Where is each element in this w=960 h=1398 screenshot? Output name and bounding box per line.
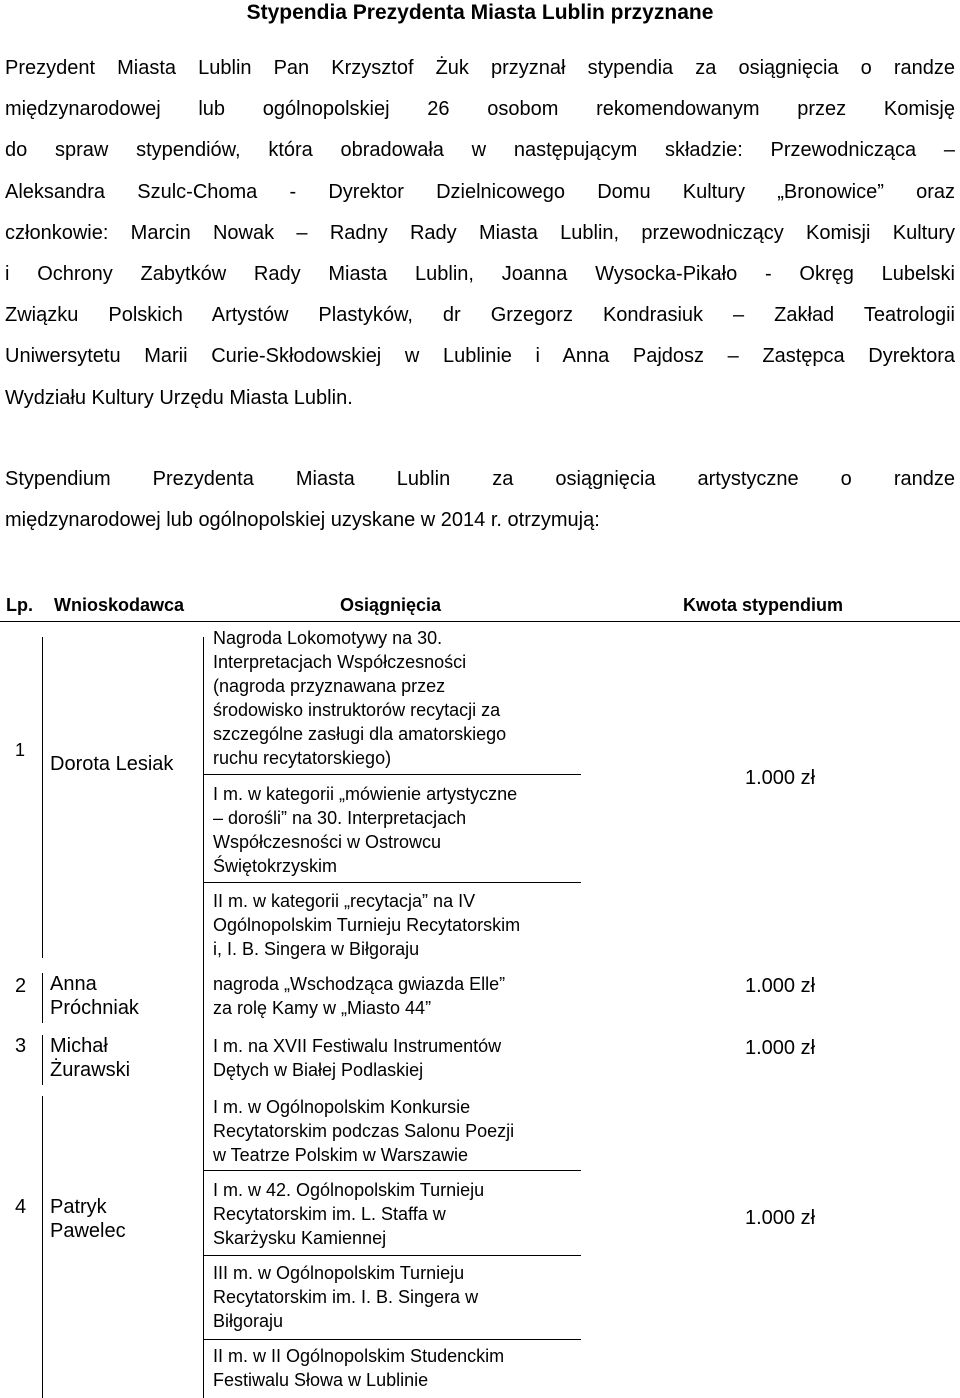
achievement-line: I m. na XVII Festiwalu Instrumentów — [213, 1036, 502, 1056]
table-border — [203, 1339, 581, 1340]
achievement-line: ruchu recytatorskiego) — [213, 748, 392, 768]
achievement-line: I m. w Ogólnopolskim Konkursie — [213, 1097, 471, 1117]
applicant-name-line: Michał — [50, 1035, 108, 1057]
intro-line: Uniwersytetu Marii Curie-Skłodowskiej w Lublinie i Anna Pajdosz – Zastępca Dyrektora — [5, 345, 955, 368]
intro-line: międzynarodowej lub ogólnopolskiej 26 osobom rekomendowanym przez Komisję — [5, 98, 955, 121]
achievement-line: środowisko instruktorów recytacji za — [213, 700, 501, 720]
achievement-line: w Teatrze Polskim w Warszawie — [213, 1145, 469, 1165]
achievement-line: Festiwalu Słowa w Lublinie — [213, 1370, 429, 1390]
applicant-name — [50, 1034, 200, 1082]
applicant-name: Dorota Lesiak — [50, 753, 174, 775]
achievement-line: Skarżysku Kamiennej — [213, 1228, 387, 1248]
applicant-name-line: Anna — [50, 973, 97, 995]
table-border — [42, 973, 43, 1023]
achievement-line: Nagroda Lokomotywy na 30. — [213, 628, 443, 648]
achievement-line: II m. w kategorii „recytacja” na IV — [213, 891, 476, 911]
header-applicant: Wnioskodawca — [54, 595, 185, 615]
achievement-line: (nagroda przyznawana przez — [213, 676, 446, 696]
achievement — [213, 889, 583, 961]
award-line: Stypendium Prezydenta Miasta Lublin za osiągnięcia artystyczne o randze — [5, 468, 955, 490]
intro-line: członkowie: Marcin Nowak – Radny Rady Miasta Lublin, przewodniczący Komisji Kultury — [5, 221, 955, 244]
achievement-line: nagroda „Wschodząca gwiazda Elle” — [213, 974, 506, 994]
table-border — [42, 1035, 43, 1085]
achievement — [213, 782, 583, 878]
applicant-name-line: Pawelec — [50, 1220, 126, 1242]
achievement — [213, 1344, 583, 1392]
intro-line: Aleksandra Szulc-Choma - Dyrektor Dzielnicowego Domu Kultury „Bronowice” oraz — [5, 180, 955, 203]
achievement-line: Recytatorskim im. I. B. Singera w — [213, 1287, 479, 1307]
applicant-name — [50, 972, 200, 1020]
achievement — [213, 1034, 583, 1082]
header-achievements: Osiągnięcia — [340, 595, 442, 615]
achievement-line: i, I. B. Singera w Biłgoraju — [213, 939, 420, 959]
header-divider — [0, 621, 960, 622]
achievement-line: za rolę Kamy w „Miasto 44” — [213, 998, 432, 1018]
table-border — [42, 1096, 43, 1398]
achievement-line: I m. w 42. Ogólnopolskim Turnieju — [213, 1180, 485, 1200]
achievement-line: szczególne zasługi dla amatorskiego — [213, 724, 507, 744]
applicant-name-line: Żurawski — [50, 1059, 131, 1081]
applicant-name-line: Próchniak — [50, 997, 139, 1019]
achievement-line: Współczesności w Ostrowcu — [213, 832, 442, 852]
page-title: Stypendia Prezydenta Miasta Lublin przyznane — [246, 1, 714, 24]
achievement — [213, 972, 583, 1020]
achievement-line: Recytatorskim podczas Salonu Poezji — [213, 1121, 515, 1141]
applicant-name-line: Patryk — [50, 1196, 107, 1218]
table-border — [203, 882, 581, 883]
achievement-line: Świętokrzyskim — [213, 856, 338, 876]
table-header — [0, 590, 960, 620]
table-border — [203, 1255, 581, 1256]
amount: 1.000 zł — [744, 1207, 816, 1229]
table-border — [203, 637, 204, 1398]
intro-paragraph — [5, 48, 955, 419]
achievement-line: I m. w kategorii „mówienie artystyczne — [213, 784, 518, 804]
achievement-line: Ogólnopolskim Turnieju Recytatorskim — [213, 915, 521, 935]
achievement — [213, 1095, 583, 1167]
intro-line: Związku Polskich Artystów Plastyków, dr Grzegorz Kondrasiuk – Zakład Teatrologii — [5, 304, 955, 327]
achievement-line: Recytatorskim im. L. Staffa w — [213, 1204, 446, 1224]
intro-line: do spraw stypendiów, która obradowała w następującym składzie: Przewodnicząca – — [5, 139, 955, 162]
achievement-line: Dętych w Białej Podlaskiej — [213, 1060, 424, 1080]
row-number: 3 — [15, 1035, 27, 1057]
achievement-line: – dorośli” na 30. Interpretacjach — [213, 808, 467, 828]
table-border — [42, 637, 43, 958]
header-lp: Lp. — [6, 595, 33, 615]
row-number: 2 — [15, 975, 27, 997]
row-number: 4 — [15, 1196, 27, 1218]
amount: 1.000 zł — [744, 767, 816, 789]
table-border — [203, 774, 581, 775]
award-paragraph — [5, 459, 955, 541]
achievement — [213, 1261, 583, 1333]
achievement — [213, 626, 583, 770]
intro-line: i Ochrony Zabytków Rady Miasta Lublin, Joanna Wysocka-Pikało - Okręg Lubelski — [5, 263, 955, 286]
applicant-name — [50, 1195, 200, 1243]
achievement-line: III m. w Ogólnopolskim Turnieju — [213, 1263, 465, 1283]
intro-line: Wydziału Kultury Urzędu Miasta Lublin. — [5, 386, 353, 409]
achievement — [213, 1178, 583, 1250]
achievement-line: Interpretacjach Współczesności — [213, 652, 467, 672]
achievement-line: II m. w II Ogólnopolskim Studenckim — [213, 1346, 505, 1366]
intro-line: Prezydent Miasta Lublin Pan Krzysztof Żuk przyznał stypendia za osiągnięcia o randze — [5, 57, 955, 79]
amount: 1.000 zł — [744, 1037, 816, 1059]
award-line: międzynarodowej lub ogólnopolskiej uzyskane w 2014 r. otrzymują: — [5, 509, 600, 532]
achievement-line: Biłgoraju — [213, 1311, 284, 1331]
header-amount: Kwota stypendium — [683, 595, 844, 615]
row-number: 1 — [15, 740, 26, 760]
table-border — [203, 1170, 581, 1171]
amount: 1.000 zł — [744, 975, 816, 997]
